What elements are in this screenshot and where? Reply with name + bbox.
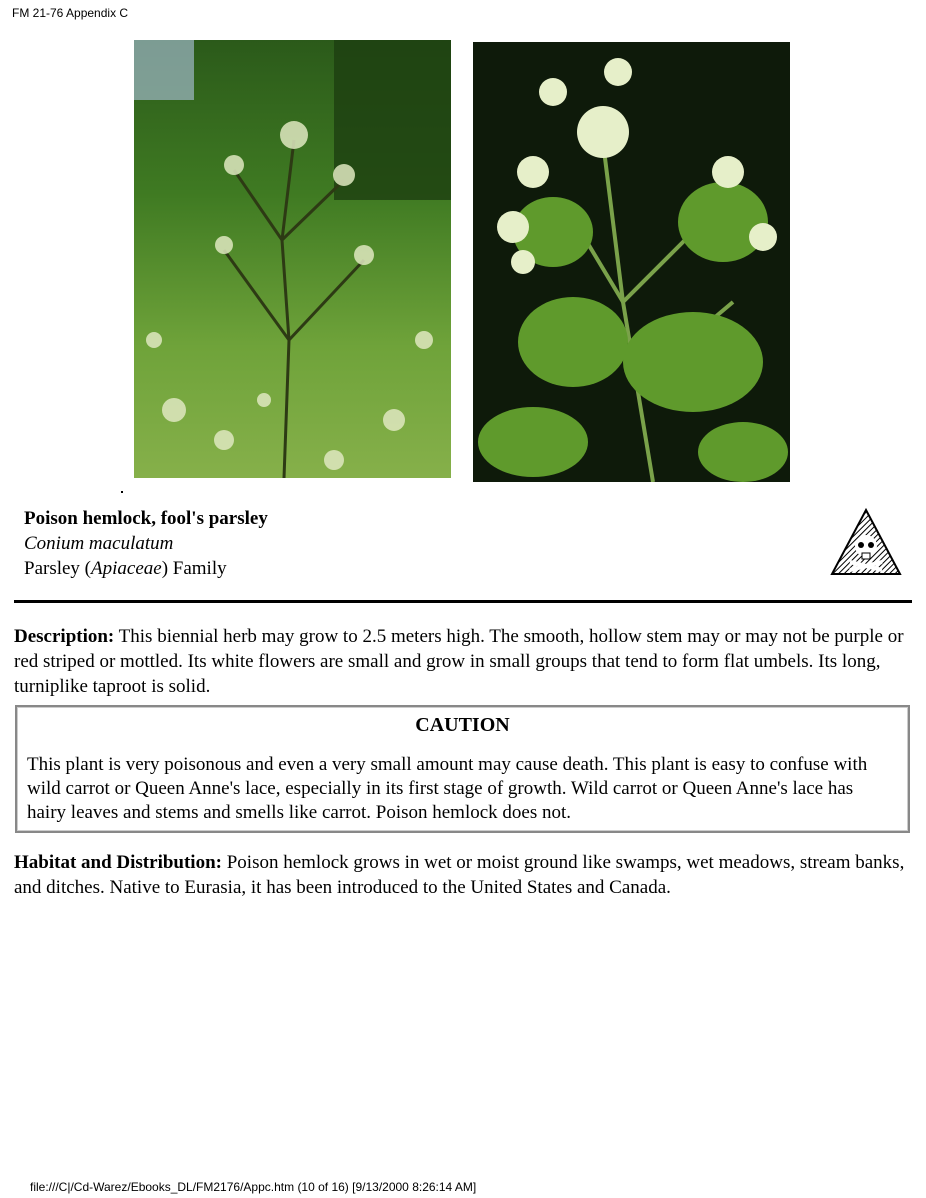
habitat-text: Poison hemlock grows in wet or moist ground like swamps, wet meadows, stream banks, and ditches. Native to Eurasia, it has been introduced to the United States and Canada. [14, 852, 905, 898]
habitat-label: Habitat and Distribution: [14, 852, 222, 873]
description-text: This biennial herb may grow to 2.5 meters high. The smooth, hollow stem may or may not be purple or red striped or mottled. Its white flowers are small and grow in small groups that tend to form flat umbels. Its long, turniplike taproot is solid. [14, 626, 904, 697]
caution-text: This plant is very poisonous and even a very small amount may cause death. This plant is easy to confuse with wild carrot or Queen Anne's lace, especially in its first stage of growth. Wild carrot or Queen Anne's lace has hairy leaves and stems and smells like carrot. Poison hemlock does not. [27, 754, 868, 823]
habitat-paragraph [14, 850, 914, 900]
description-label: Description: [14, 626, 115, 647]
page-header: FM 21-76 Appendix C [12, 6, 129, 20]
section-divider [14, 600, 912, 603]
page-footer: file:///C|/Cd-Warez/Ebooks_DL/FM2176/Appc.htm (10 of 16) [9/13/2000 8:26:14 AM] [30, 1180, 477, 1194]
poison-hemlock-closeup-photo [473, 42, 790, 482]
poison-hemlock-field-photo [134, 40, 451, 478]
caution-box [15, 705, 910, 833]
skull-warning-triangle-icon [830, 508, 902, 576]
family-latin-name: Apiaceae [91, 558, 162, 579]
stray-mark [121, 491, 123, 493]
caution-title: CAUTION [415, 714, 510, 736]
description-paragraph [14, 624, 914, 699]
plant-common-name: Poison hemlock, fool's parsley [24, 508, 268, 529]
family-suffix: ) Family [161, 558, 227, 579]
plant-scientific-name: Conium maculatum [24, 533, 174, 554]
family-prefix: Parsley ( [24, 558, 92, 579]
plant-family [24, 556, 268, 581]
plant-title-block [24, 506, 268, 581]
